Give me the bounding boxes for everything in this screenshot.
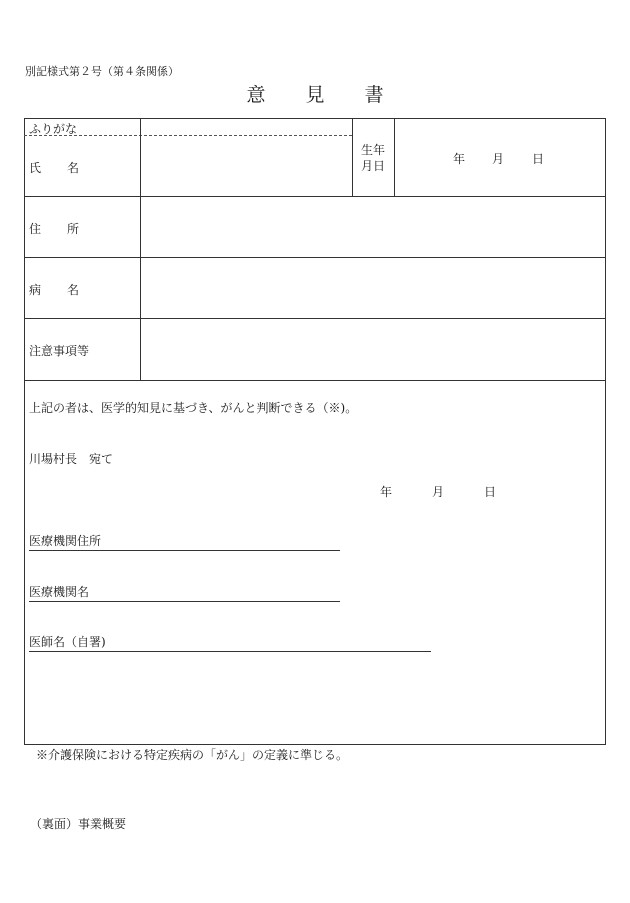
title-char-3: 書 [364,84,384,106]
page-title [0,80,630,107]
address-label-a: 住 [29,222,42,236]
institution-name-line [29,583,340,602]
form-reference: 別記様式第２号（第４条関係） [25,65,179,78]
address-label [29,220,79,237]
doctor-name-label: 医師名（自署) [29,635,106,649]
row-divider [24,257,606,258]
doctor-name-line [29,633,431,652]
birth-year-label: 年 [453,152,466,166]
back-page-heading: （裏面）事業概要 [30,817,127,831]
institution-address-label: 医療機関住所 [29,534,102,548]
date-year-label: 年 [380,485,393,499]
notes-label: 注意事項等 [29,344,90,358]
row-divider [24,380,606,381]
disease-label-b: 名 [67,283,80,297]
address-label-b: 所 [67,222,80,236]
name-label [29,159,79,176]
birth-label [361,142,385,174]
date-day-label: 日 [484,485,497,499]
institution-name-label: 医療機関名 [29,585,90,599]
name-label-b: 名 [67,161,80,175]
birth-divider [352,118,353,196]
addressee: 川場村長 宛て [29,452,114,466]
title-char-2: 見 [305,84,325,106]
birth-month-label: 月 [492,152,505,166]
institution-address-line [29,532,340,551]
statement-text: 上記の者は、医学的知見に基づき、がんと判断できる（※)。 [29,401,358,415]
row-divider [24,318,606,319]
furigana-label: ふりがな [29,122,78,136]
disease-label-a: 病 [29,283,42,297]
birth-divider [394,118,395,196]
birth-label-a: 生年 [361,143,386,157]
row-divider [24,196,606,197]
name-label-a: 氏 [29,161,42,175]
title-char-1: 意 [246,84,266,106]
footnote: ※介護保険における特定疾病の「がん」の定義に準じる。 [36,748,349,762]
date-month-label: 月 [432,485,445,499]
birth-day-label: 日 [532,152,545,166]
birth-label-b: 月日 [361,159,386,173]
disease-label [29,281,79,298]
label-column-divider [140,118,141,380]
